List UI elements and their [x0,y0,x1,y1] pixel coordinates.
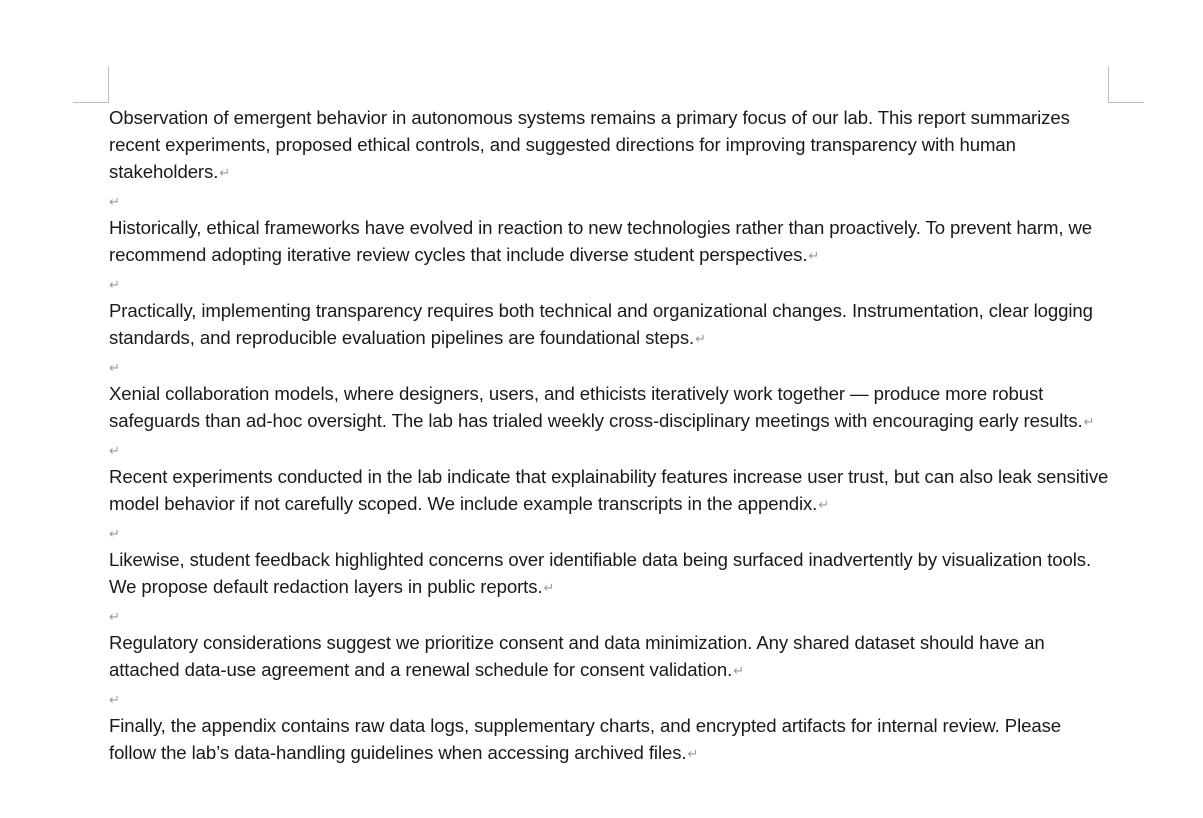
paragraph-text: Likewise, student feedback highlighted concerns over identifiable data being surfaced inadvertently by visualization tools. We propose default redaction layers in public reports. [109,549,1092,597]
empty-paragraph[interactable] [109,353,1109,380]
paragraph-text: Recent experiments conducted in the lab indicate that explainability features increase user trust, but can also leak sensitive model behavior if not carefully scoped. We include example transcripts in the appendix. [109,466,1109,514]
paragraph-mark-icon: ↵ [687,747,699,762]
paragraph-6[interactable] [109,546,1109,602]
paragraph-text: Regulatory considerations suggest we prioritize consent and data minimization. Any shared dataset should have an attached data-use agreement and a renewal schedule for consent validation. [109,632,1045,680]
paragraph-2[interactable] [109,214,1109,270]
paragraph-mark-icon: ↵ [109,361,120,376]
paragraph-mark-icon: ↵ [109,444,120,459]
paragraph-mark-icon: ↵ [1083,415,1095,430]
paragraph-mark-icon: ↵ [695,332,706,347]
document-body[interactable] [109,104,1109,768]
paragraph-text: Historically, ethical frameworks have evolved in reaction to new technologies rather than proactively. To prevent harm, we recommend adopting iterative review cycles that include diverse student perspectives. [109,217,1093,265]
empty-paragraph[interactable] [109,436,1109,463]
paragraph-mark-icon: ↵ [818,498,830,513]
paragraph-text: Xenial collaboration models, where designers, users, and ethicists iteratively work together — produce more robust safeguards than ad-hoc oversight. The lab has trialed weekly cross-disciplinary meetings with encouraging early results. [109,383,1083,431]
empty-paragraph[interactable] [109,602,1109,629]
paragraph-text: Observation of emergent behavior in autonomous systems remains a primary focus of our lab. This report summarizes recent experiments, proposed ethical controls, and suggested directions for improving transparency with human stakeholders. [109,107,1070,182]
paragraph-text: Finally, the appendix contains raw data logs, supplementary charts, and encrypted artifacts for internal review. Please follow the lab’s data-handling guidelines when accessing archived files. [109,715,1062,763]
paragraph-7[interactable] [109,629,1109,685]
empty-paragraph[interactable] [109,519,1109,546]
paragraph-4[interactable] [109,380,1109,436]
empty-paragraph[interactable] [109,270,1109,297]
paragraph-mark-icon: ↵ [109,195,120,210]
paragraph-mark-icon: ↵ [543,581,555,596]
paragraph-mark-icon: ↵ [219,166,231,181]
paragraph-5[interactable] [109,463,1109,519]
paragraph-text: Practically, implementing transparency requires both technical and organizational changes. Instrumentation, clear logging standards, and reproducible evaluation pipelines are foundational steps. [109,300,1093,348]
paragraph-mark-icon: ↵ [109,278,120,293]
empty-paragraph[interactable] [109,685,1109,712]
paragraph-8[interactable] [109,712,1109,768]
paragraph-mark-icon: ↵ [109,693,120,708]
top-right-margin-mark [1108,67,1144,103]
paragraph-1[interactable] [109,104,1109,187]
top-left-margin-mark [73,67,109,103]
paragraph-3[interactable] [109,297,1109,353]
paragraph-mark-icon: ↵ [109,527,120,542]
paragraph-mark-icon: ↵ [109,610,120,625]
empty-paragraph[interactable] [109,187,1109,214]
paragraph-mark-icon: ↵ [733,664,744,679]
paragraph-mark-icon: ↵ [808,249,820,264]
